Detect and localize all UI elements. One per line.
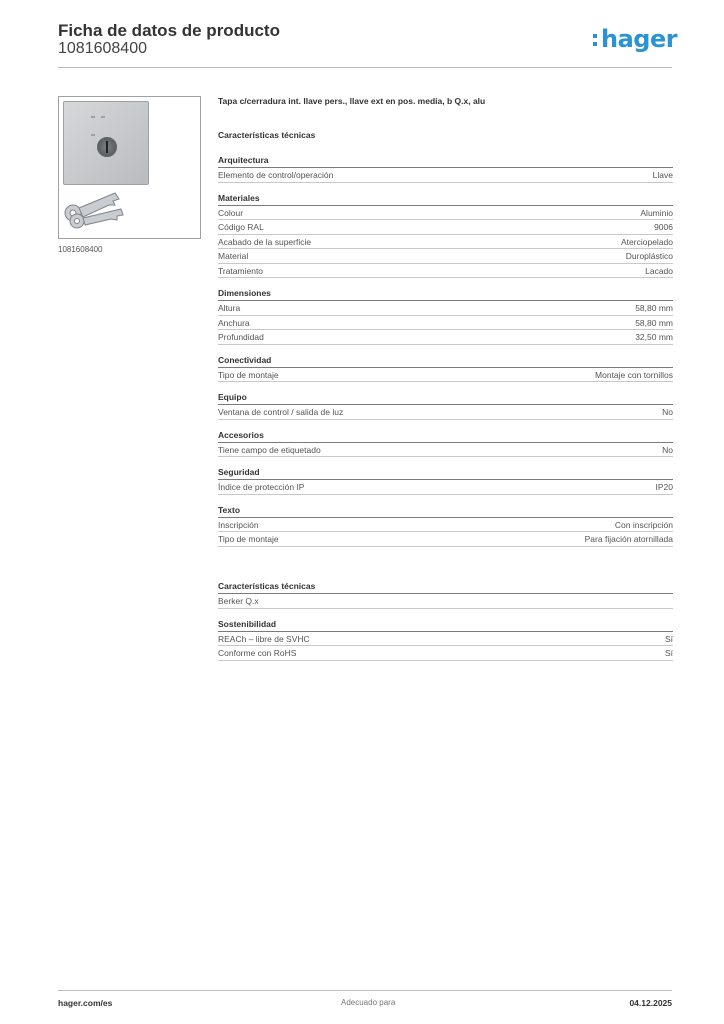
product-code: 1081608400 — [58, 40, 147, 57]
spec-section — [218, 392, 673, 420]
spec-row — [218, 594, 673, 609]
spec-section — [218, 355, 673, 383]
spec-value: Duroplástico — [625, 251, 673, 261]
spec-row — [218, 646, 673, 661]
spec-value: Con inscripción — [614, 519, 673, 530]
spec-label: Índice de protección IP — [218, 482, 305, 492]
spec-value: Montaje con tornillos — [595, 369, 673, 380]
spec-label: Elemento de control/operación — [218, 170, 334, 180]
spec-row — [218, 316, 673, 331]
spec-label: Conforme con RoHS — [218, 648, 297, 658]
spec-label: Anchura — [218, 317, 250, 328]
spec-section — [218, 430, 673, 458]
spec-section — [218, 467, 673, 495]
spec-value: 58,80 mm — [635, 303, 673, 313]
spec-value: 32,50 mm — [635, 332, 673, 342]
spec-row — [218, 264, 673, 279]
footer-date: 04.12.2025 — [629, 998, 672, 1008]
spec-label: REACh – libre de SVHC — [218, 633, 310, 644]
spec-label: Tratamiento — [218, 265, 264, 276]
spec-header: Características técnicas — [218, 130, 316, 140]
spec-row — [218, 249, 673, 264]
spec-label: Colour — [218, 207, 244, 218]
footer-website: hager.com/es — [58, 998, 113, 1008]
logo-text: hager — [601, 25, 678, 53]
spec-value: 9006 — [654, 222, 673, 232]
spec-section — [218, 155, 673, 183]
lock-icon — [97, 137, 117, 157]
spec-label: Acabado de la superficie — [218, 236, 312, 247]
spec-section — [218, 505, 673, 547]
spec-section — [218, 619, 673, 661]
spec-row — [218, 330, 673, 345]
spec-label: Ventana de control / salida de luz — [218, 407, 344, 417]
section-title: Accesorios — [218, 430, 673, 443]
product-description: Tapa c/cerradura int. llave pers., llave ext en pos. media, b Q.x, alu — [218, 96, 486, 106]
spec-row — [218, 220, 673, 235]
keys-icon — [61, 185, 131, 233]
section-title: Seguridad — [218, 467, 673, 480]
spec-label: Inscripción — [218, 519, 259, 530]
section-title: Materiales — [218, 193, 673, 206]
spec-section — [218, 581, 673, 609]
spec-value: Sí — [664, 633, 673, 644]
spec-value: Aterciopelado — [621, 236, 673, 247]
spec-value: Llave — [652, 170, 673, 180]
section-title: Texto — [218, 505, 673, 518]
spec-value: No — [662, 407, 673, 417]
spec-row — [218, 518, 673, 533]
page-title: Ficha de datos de producto — [58, 21, 280, 40]
spec-row — [218, 168, 673, 183]
spec-value: Sí — [664, 648, 673, 658]
spec-label: Tipo de montaje — [218, 369, 279, 380]
product-image — [58, 96, 201, 239]
image-caption: 1081608400 — [58, 245, 103, 254]
footer-divider — [58, 990, 672, 991]
spec-value: Para fijación atornillada — [584, 534, 673, 544]
spec-row — [218, 206, 673, 221]
spec-value: IP20 — [655, 482, 673, 492]
spec-row — [218, 405, 673, 420]
spec-label: Altura — [218, 303, 241, 313]
spec-section — [218, 193, 673, 279]
spec-row — [218, 235, 673, 250]
spec-row — [218, 301, 673, 316]
spec-row — [218, 532, 673, 547]
cover-plate-illustration — [63, 101, 149, 185]
spec-label: Código RAL — [218, 222, 264, 232]
spec-table-extra — [218, 581, 673, 661]
spec-section — [218, 288, 673, 345]
spec-table — [218, 155, 673, 547]
spec-row — [218, 632, 673, 647]
spec-label: Material — [218, 251, 249, 261]
spec-value: 58,80 mm — [635, 317, 673, 328]
spec-label: Tiene campo de etiquetado — [218, 444, 321, 455]
spec-label: Berker Q.x — [218, 596, 259, 606]
spec-value: Aluminio — [640, 207, 673, 218]
spec-row — [218, 443, 673, 458]
spec-label: Tipo de montaje — [218, 534, 279, 544]
section-title: Dimensiones — [218, 288, 673, 301]
spec-row — [218, 480, 673, 495]
spec-value: Lacado — [645, 265, 673, 276]
section-title: Características técnicas — [218, 581, 673, 594]
section-title: Conectividad — [218, 355, 673, 368]
footer-note: Adecuado para — [341, 998, 396, 1007]
section-title: Sostenibilidad — [218, 619, 673, 632]
header-divider — [58, 67, 672, 68]
section-title: Equipo — [218, 392, 673, 405]
spec-value: No — [662, 444, 673, 455]
section-title: Arquitectura — [218, 155, 673, 168]
spec-label: Profundidad — [218, 332, 264, 342]
spec-row — [218, 368, 673, 383]
